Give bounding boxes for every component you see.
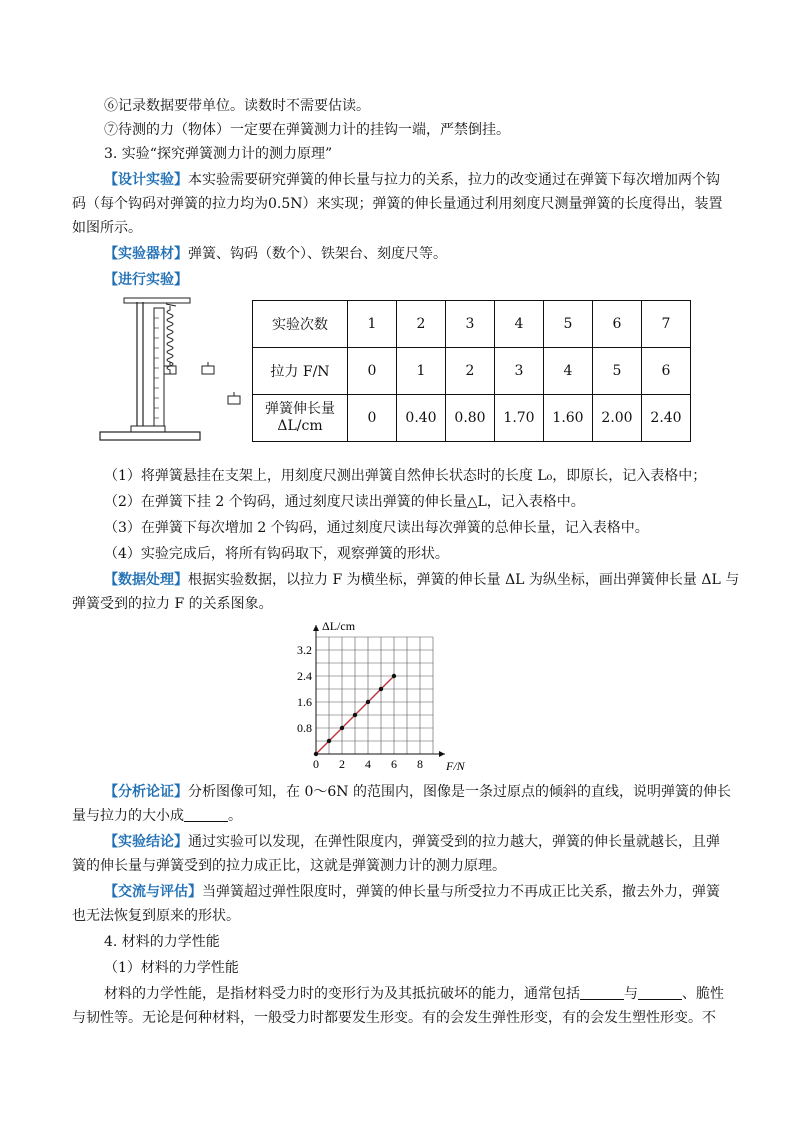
paragraph — [104, 570, 764, 591]
table-cell: 0.80 — [446, 395, 495, 442]
paragraph — [104, 244, 764, 265]
table-cell: 5 — [593, 348, 642, 395]
table-cell: 1.70 — [495, 395, 544, 442]
table-cell: 3 — [446, 301, 495, 348]
y-axis-arrow — [313, 625, 319, 631]
analysis-text: 。 — [228, 808, 242, 824]
x-tick-label: 6 — [391, 757, 397, 771]
text-line: 与韧性等。无论是何种材料，一般受力时都要发生形变。有的会发生弹性形变，有的会发生塑性形变。不 — [72, 1010, 716, 1026]
y-tick-label: 0.8 — [297, 721, 312, 735]
data-point — [366, 700, 370, 704]
table-cell: 2.40 — [642, 395, 691, 442]
table-cell: 2 — [397, 301, 446, 348]
table-cell: 5 — [544, 301, 593, 348]
table-cell: 0 — [348, 348, 397, 395]
y-tick-label: 1.6 — [297, 695, 312, 709]
row-head-line: ΔL/cm — [277, 418, 323, 434]
table-cell: 1.60 — [544, 395, 593, 442]
table-cell: 0.40 — [397, 395, 446, 442]
tag-data: 【数据处理】 — [104, 572, 188, 588]
data-point — [353, 713, 357, 717]
text-line: （1）将弹簧悬挂在支架上，用刻度尺测出弹簧自然伸长状态时的长度 L₀，即原长，记入表格中； — [104, 468, 707, 484]
table-cell: 3 — [495, 348, 544, 395]
data-point — [327, 739, 331, 743]
tag-procedure: 【进行实验】 — [104, 272, 188, 288]
chart — [290, 614, 470, 772]
data-point — [314, 752, 318, 756]
text-line: 也无法恢复到原来的形状。 — [72, 908, 240, 924]
data-point — [340, 726, 344, 730]
paragraph — [104, 984, 764, 1005]
material-text: 与 — [624, 986, 638, 1002]
answer-blank[interactable] — [580, 985, 624, 1000]
table-row — [253, 395, 691, 442]
x-tick-label: 8 — [417, 757, 423, 771]
paragraph — [104, 170, 764, 191]
text-line: 如图所示。 — [72, 220, 142, 236]
table-cell: 7 — [642, 301, 691, 348]
table-row — [253, 301, 691, 348]
material-text: 、脆性 — [682, 986, 724, 1002]
analysis-text: 量与拉力的大小成 — [72, 808, 184, 824]
experiment-table — [252, 300, 691, 442]
table-cell: 2 — [446, 348, 495, 395]
table-cell: 6 — [593, 301, 642, 348]
tag-equipment: 【实验器材】 — [104, 246, 188, 262]
tag-design: 【设计实验】 — [104, 172, 188, 188]
paragraph — [104, 882, 764, 903]
tag-evaluation: 【交流与评估】 — [104, 884, 202, 900]
text-line: （3）在弹簧下每次增加 2 个钩码，通过刻度尺读出每次弹簧的总伸长量，记入表格中。 — [104, 520, 649, 536]
x-tick-label: 2 — [339, 757, 345, 771]
conclusion-text: 通过实验可以发现，在弹性限度内，弹簧受到的拉力越大，弹簧的伸长量就越长，且弹 — [188, 834, 720, 850]
table-cell: 1 — [397, 348, 446, 395]
x-axis-label: F/N — [446, 759, 465, 772]
y-tick-label: 3.2 — [297, 643, 312, 657]
paragraph — [104, 832, 764, 853]
answer-blank[interactable] — [184, 807, 228, 822]
apparatus-illustration — [96, 292, 246, 446]
design-text: 本实验需要研究弹簧的伸长量与拉力的关系，拉力的改变通过在弹簧下每次增加两个钩 — [188, 172, 720, 188]
paragraph — [104, 270, 764, 291]
section-heading: 4. 材料的力学性能 — [104, 934, 220, 950]
text-line: ⑦待测的力（物体）一定要在弹簧测力计的挂钩一端，严禁倒挂。 — [104, 122, 510, 138]
equipment-text: 弹簧、钩码（数个）、铁架台、刻度尺等。 — [188, 246, 447, 262]
table-header-cell: 实验次数 — [253, 301, 348, 348]
text-line: 码（每个钩码对弹簧的拉力均为0.5N）来实现；弹簧的伸长量通过利用刻度尺测量弹簧的长度得出，装置 — [72, 196, 723, 212]
section-heading: 3. 实验“探究弹簧测力计的测力原理” — [104, 146, 333, 162]
x-tick-label: 4 — [365, 757, 371, 771]
table-cell: 1 — [348, 301, 397, 348]
table-cell: 2.00 — [593, 395, 642, 442]
answer-blank[interactable] — [638, 985, 682, 1000]
data-point — [392, 674, 396, 678]
table-row — [253, 348, 691, 395]
table-cell: 4 — [495, 301, 544, 348]
text-line: ⑥记录数据要带单位。读数时不需要估读。 — [104, 98, 370, 114]
y-tick-label: 2.4 — [297, 669, 312, 683]
paragraph — [104, 782, 764, 803]
text-line: 弹簧受到的拉力 F 的关系图象。 — [72, 596, 273, 612]
tag-analysis: 【分析论证】 — [104, 784, 188, 800]
analysis-text: 分析图像可知，在 0～6N 的范围内，图像是一条过原点的倾斜的直线，说明弹簧的伸长 — [188, 784, 731, 800]
table-header-cell: 拉力 F/N — [253, 348, 348, 395]
y-axis-label: ΔL/cm — [322, 619, 356, 633]
data-point — [379, 687, 383, 691]
evaluation-text: 当弹簧超过弹性限度时，弹簧的伸长量与所受拉力不再成正比关系，撤去外力，弹簧 — [202, 884, 720, 900]
text-line: 簧的伸长量与弹簧受到的拉力成正比，这就是弹簧测力计的测力原理。 — [72, 858, 506, 874]
table-cell: 0 — [348, 395, 397, 442]
table-cell: 6 — [642, 348, 691, 395]
row-head-line: 弹簧伸长量 — [265, 401, 335, 417]
subsection-heading: （1）材料的力学性能 — [104, 960, 239, 976]
text-line: （2）在弹簧下挂 2 个钩码，通过刻度尺读出弹簧的伸长量△L，记入表格中。 — [104, 494, 585, 510]
data-text: 根据实验数据，以拉力 F 为横坐标，弹簧的伸长量 ΔL 为纵坐标，画出弹簧伸长量 ΔL 与 — [188, 572, 740, 588]
text-line: （4）实验完成后，将所有钩码取下，观察弹簧的形状。 — [104, 546, 449, 562]
table-cell: 4 — [544, 348, 593, 395]
material-text: 材料的力学性能，是指材料受力时的变形行为及其抵抗破坏的能力，通常包括 — [104, 986, 580, 1002]
tag-conclusion: 【实验结论】 — [104, 834, 188, 850]
paragraph — [72, 806, 732, 827]
x-axis-arrow — [439, 751, 445, 757]
table-header-cell — [253, 395, 348, 442]
x-tick-label: 0 — [313, 757, 319, 771]
